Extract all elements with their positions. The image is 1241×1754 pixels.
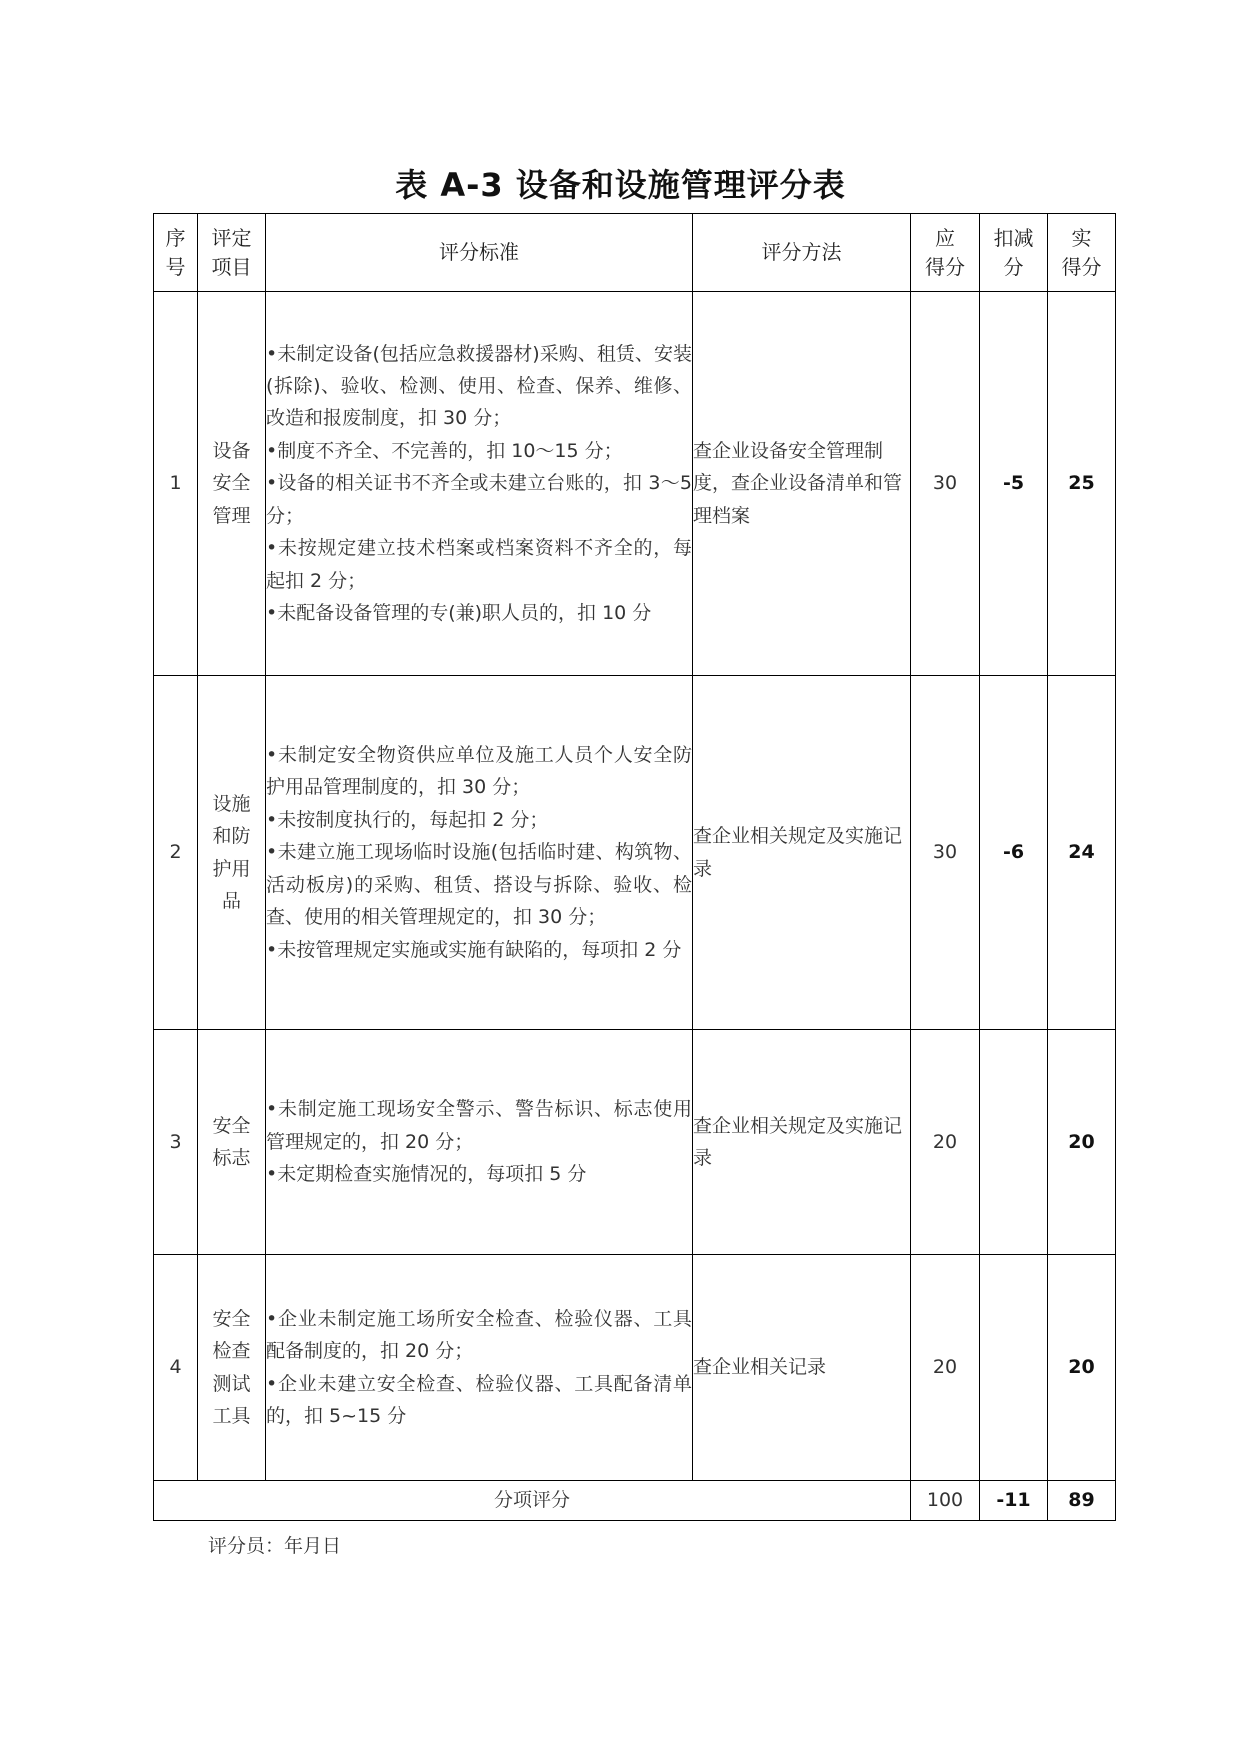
header-item: 评定 项目 xyxy=(198,214,266,292)
summary-due: 100 xyxy=(911,1481,980,1521)
row-standard: •未制定施工现场安全警示、警告标识、标志使用管理规定的，扣 20 分； •未定期检查实施情况的，每项扣 5 分 xyxy=(266,1030,693,1255)
row-due: 20 xyxy=(911,1030,980,1255)
header-deduct: 扣减 分 xyxy=(980,214,1048,292)
row-method: 查企业相关记录 xyxy=(693,1255,911,1481)
row-method: 查企业设备安全管理制度，查企业设备清单和管理档案 xyxy=(693,292,911,676)
table-row xyxy=(154,1255,1116,1481)
row-no: 3 xyxy=(154,1030,198,1255)
row-standard: •企业未制定施工场所安全检查、检验仪器、工具配备制度的，扣 20 分； •企业未建立安全检查、检验仪器、工具配备清单的，扣 5~15 分 xyxy=(266,1255,693,1481)
row-actual: 20 xyxy=(1048,1255,1116,1481)
score-table xyxy=(153,213,1116,1521)
header-standard: 评分标准 xyxy=(266,214,693,292)
row-deduct: -5 xyxy=(980,292,1048,676)
row-actual: 25 xyxy=(1048,292,1116,676)
row-item: 安全 标志 xyxy=(198,1030,266,1255)
row-deduct: -6 xyxy=(980,676,1048,1030)
row-deduct xyxy=(980,1030,1048,1255)
row-due: 30 xyxy=(911,676,980,1030)
header-actual: 实 得分 xyxy=(1048,214,1116,292)
scorer-signature-line: 评分员：年月日 xyxy=(208,1535,342,1557)
header-row xyxy=(154,214,1116,292)
row-due: 20 xyxy=(911,1255,980,1481)
row-standard: •未制定设备(包括应急救援器材)采购、租赁、安装(拆除)、验收、检测、使用、检查、保养、维修、改造和报废制度，扣 30 分； •制度不齐全、不完善的，扣 10～15 分； •设备的相关证书不齐全或未建立台账的，扣 3～5 分； •未按规定建立技术档案或档案资料不齐全的，每起扣 2 分； •未配备设备管理的专(兼)职人员的，扣 10 分 xyxy=(266,292,693,676)
row-no: 2 xyxy=(154,676,198,1030)
summary-label: 分项评分 xyxy=(154,1481,911,1521)
row-no: 1 xyxy=(154,292,198,676)
row-no: 4 xyxy=(154,1255,198,1481)
table-row xyxy=(154,1030,1116,1255)
row-due: 30 xyxy=(911,292,980,676)
header-no: 序 号 xyxy=(154,214,198,292)
row-item: 设施 和防 护用 品 xyxy=(198,676,266,1030)
header-due: 应 得分 xyxy=(911,214,980,292)
summary-deduct: -11 xyxy=(980,1481,1048,1521)
table-row xyxy=(154,676,1116,1030)
row-method: 查企业相关规定及实施记录 xyxy=(693,1030,911,1255)
page-title: 表 A-3 设备和设施管理评分表 xyxy=(395,166,846,204)
row-deduct xyxy=(980,1255,1048,1481)
summary-row xyxy=(154,1481,1116,1521)
row-item: 设备 安全 管理 xyxy=(198,292,266,676)
table-row xyxy=(154,292,1116,676)
row-actual: 20 xyxy=(1048,1030,1116,1255)
row-item: 安全 检查 测试 工具 xyxy=(198,1255,266,1481)
summary-actual: 89 xyxy=(1048,1481,1116,1521)
row-standard: •未制定安全物资供应单位及施工人员个人安全防护用品管理制度的，扣 30 分； •未按制度执行的，每起扣 2 分； •未建立施工现场临时设施(包括临时建、构筑物、活动板房)的采购、租赁、搭设与拆除、验收、检查、使用的相关管理规定的，扣 30 分； •未按管理规定实施或实施有缺陷的，每项扣 2 分 xyxy=(266,676,693,1030)
row-method: 查企业相关规定及实施记录 xyxy=(693,676,911,1030)
header-method: 评分方法 xyxy=(693,214,911,292)
row-actual: 24 xyxy=(1048,676,1116,1030)
